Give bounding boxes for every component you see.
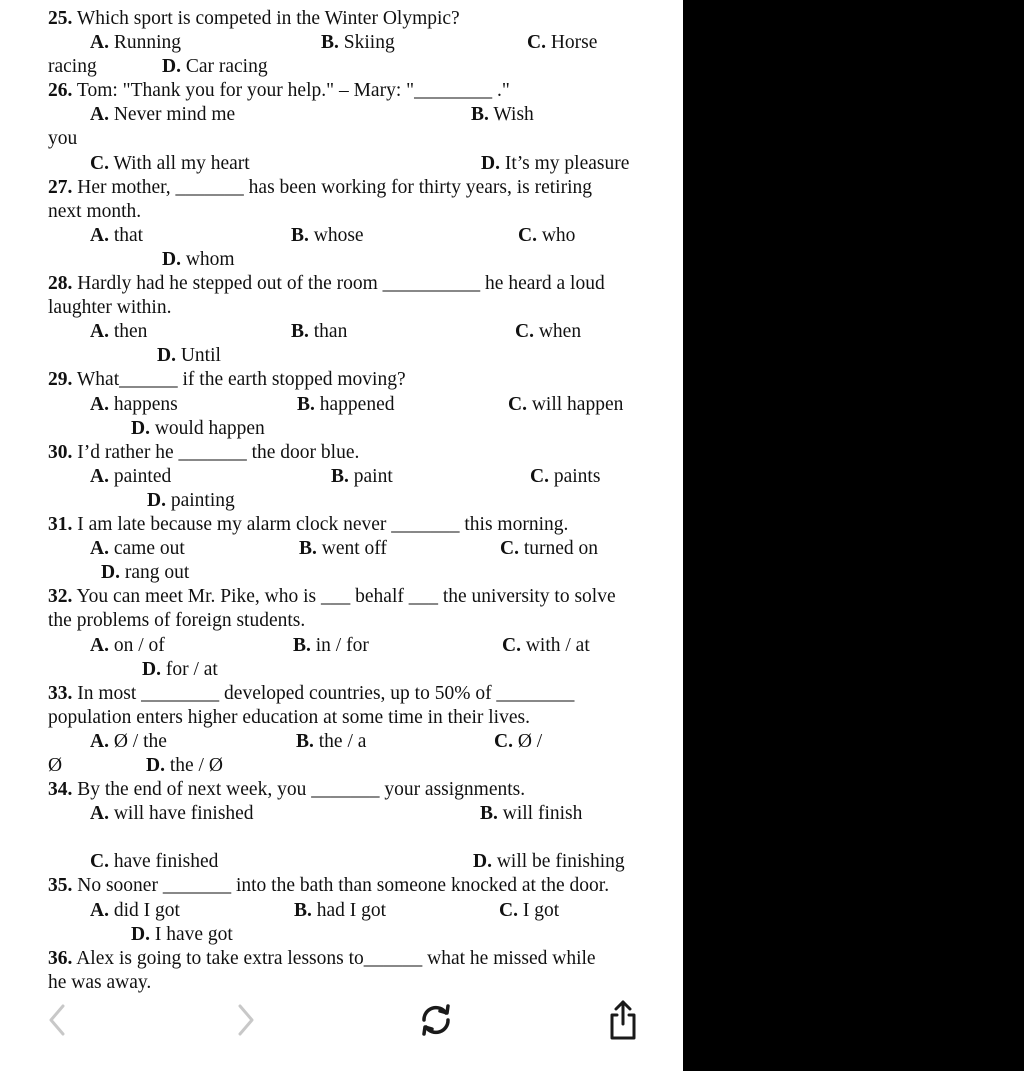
option-35c: C. I got <box>499 900 560 921</box>
option-26b: B. Wish <box>471 104 534 125</box>
question-32-wrap: the problems of foreign students. <box>48 610 306 631</box>
option-27c: C. who <box>518 225 576 246</box>
question-34: 34. By the end of next week, you _______ your assignments. <box>48 779 526 800</box>
option-34d: D. will be finishing <box>473 851 625 872</box>
question-25: 25. Which sport is competed in the Winter Olympic? <box>48 8 460 29</box>
option-34c: C. have finished <box>90 851 219 872</box>
question-25-wrap: racing <box>48 56 97 77</box>
option-29a: A. happens <box>90 394 178 415</box>
option-30b: B. paint <box>331 466 393 487</box>
question-31: 31. I am late because my alarm clock never _______ this morning. <box>48 514 569 535</box>
option-27a: A. that <box>90 225 144 246</box>
option-33d: D. the / Ø <box>146 755 223 776</box>
option-28b: B. than <box>291 321 348 342</box>
option-26c: C. With all my heart <box>90 153 250 174</box>
question-32: 32. You can meet Mr. Pike, who is ___ behalf ___ the university to solve <box>48 586 616 607</box>
option-25a: A. Running <box>90 32 182 53</box>
question-27-wrap: next month. <box>48 201 142 222</box>
option-30a: A. painted <box>90 466 172 487</box>
option-28c: C. when <box>515 321 582 342</box>
option-31b: B. went off <box>299 538 387 559</box>
option-26a: A. Never mind me <box>90 104 236 125</box>
option-33c: C. Ø / <box>494 731 543 752</box>
option-26d: D. It’s my pleasure <box>481 153 630 174</box>
question-33-wrap: population enters higher education at some time in their lives. <box>48 707 530 728</box>
option-35a: A. did I got <box>90 900 180 921</box>
question-33-wrap-2: Ø <box>48 755 63 776</box>
option-28a: A. then <box>90 321 148 342</box>
option-25b: B. Skiing <box>321 32 395 53</box>
option-35d: D. I have got <box>131 924 233 945</box>
option-29d: D. would happen <box>131 418 265 439</box>
question-26-wrap: you <box>48 128 78 149</box>
option-32b: B. in / for <box>293 635 369 656</box>
option-32a: A. on / of <box>90 635 165 656</box>
option-31a: A. came out <box>90 538 185 559</box>
back-button[interactable] <box>35 990 79 1050</box>
question-33: 33. In most ________ developed countries, up to 50% of ________ <box>48 683 575 704</box>
question-28: 28. Hardly had he stepped out of the room __________ he heard a loud <box>48 273 605 294</box>
question-28-wrap: laughter within. <box>48 297 172 318</box>
option-34a: A. will have finished <box>90 803 254 824</box>
option-35b: B. had I got <box>294 900 387 921</box>
forward-button[interactable] <box>224 990 268 1050</box>
option-25d: D. Car racing <box>162 56 268 77</box>
option-30c: C. paints <box>530 466 601 487</box>
option-33b: B. the / a <box>296 731 367 752</box>
question-35: 35. No sooner _______ into the bath than someone knocked at the door. <box>48 875 610 896</box>
share-button[interactable] <box>601 990 645 1050</box>
option-31c: C. turned on <box>500 538 599 559</box>
refresh-button[interactable] <box>414 990 458 1050</box>
option-34b: B. will finish <box>480 803 583 824</box>
chevron-right-icon <box>234 1002 258 1038</box>
question-26: 26. Tom: "Thank you for your help." – Mary: "________ ." <box>48 80 510 101</box>
question-27: 27. Her mother, _______ has been working for thirty years, is retiring <box>48 177 593 198</box>
question-29: 29. What______ if the earth stopped moving? <box>48 369 406 390</box>
share-icon <box>605 998 641 1042</box>
question-36-wrap: he was away. <box>48 972 152 993</box>
option-28d: D. Until <box>157 345 221 366</box>
option-33a: A. Ø / the <box>90 731 167 752</box>
option-27d: D. whom <box>162 249 235 270</box>
option-31d: D. rang out <box>101 562 190 583</box>
bottom-toolbar <box>0 990 683 1050</box>
option-25c: C. Horse <box>527 32 598 53</box>
option-29b: B. happened <box>297 394 395 415</box>
option-32d: D. for / at <box>142 659 218 680</box>
chevron-left-icon <box>45 1002 69 1038</box>
dark-side-panel <box>683 0 1024 1071</box>
option-32c: C. with / at <box>502 635 590 656</box>
option-29c: C. will happen <box>508 394 624 415</box>
option-30d: D. painting <box>147 490 235 511</box>
question-36: 36. Alex is going to take extra lessons to______ what he missed while <box>48 948 596 969</box>
refresh-icon <box>416 1000 456 1040</box>
question-30: 30. I’d rather he _______ the door blue. <box>48 442 360 463</box>
option-27b: B. whose <box>291 225 364 246</box>
